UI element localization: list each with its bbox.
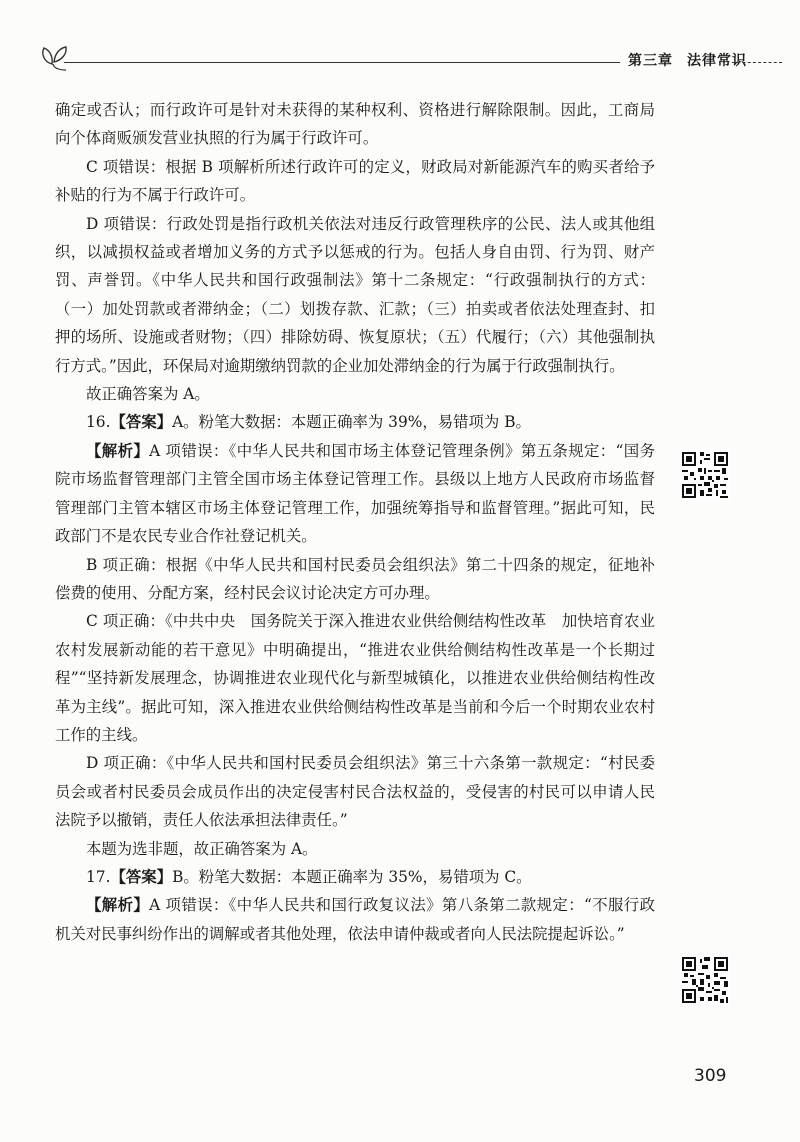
chapter-number: 第三章 [628, 53, 673, 69]
paragraph: C 项错误：根据 B 项解析所述行政许可的定义，财政局对新能源汽车的购买者给予补贴的行为不属于行政许可。 [55, 157, 655, 205]
paragraph: D 项错误：行政处罚是指行政机关依法对违反行政管理秩序的公民、法人或其他组织，以减损权益或者增加义务的方式予以惩戒的行为。包括人身自由罚、行为罚、财产罚、声誉罚。《中华人民共和国行政强制法》第十二条规定：“行政强制执行的方式：（一）加处罚款或者滞纳金；（二）划拨存款、汇款；（三）拍卖或者依法处理查封、扣押的场所、设施或者财物；（四）排除妨碍、恢复原状；（五）代履行；（六）其他强制执行方式。”因此，环保局对逾期缴纳罚款的企业加处滞纳金的行为属于行政强制执行。 [55, 214, 655, 375]
paragraph: 本题为选非题，故正确答案为 A。 [86, 839, 318, 858]
analysis-tag: 【解析】 [86, 896, 150, 915]
answer-tag: 【答案】 [110, 413, 173, 432]
analysis-tag: 【解析】 [86, 441, 150, 460]
paragraph: 故正确答案为 A。 [86, 385, 210, 404]
analysis-text: A 项错误：《中华人民共和国市场主体登记管理条例》第五条规定：“国务院市场监督管理部门主管全国市场主体登记管理工作。县级以上地方人民政府市场监督管理部门主管本辖区市场主体登记管理工作，加强统筹指导和监督管理。”据此可知，民政部门不是农民专业合作社登记机关。 [55, 441, 655, 546]
answer-text: B。粉笔大数据：本题正确率为 35%，易错项为 C。 [172, 867, 532, 886]
question-number: 16. [86, 413, 111, 432]
qr-code-icon[interactable] [680, 450, 730, 500]
header-rule [64, 62, 620, 63]
qr-code-icon[interactable] [680, 955, 730, 1005]
question-number: 17. [86, 867, 111, 886]
qr-pattern [680, 450, 730, 500]
answer-text: A。粉笔大数据：本题正确率为 39%，易错项为 B。 [172, 413, 531, 432]
paragraph: B 项正确：根据《中华人民共和国村民委员会组织法》第二十四条的规定，征地补偿费的使用、分配方案，经村民会议讨论决定方可办理。 [55, 555, 655, 602]
paragraph: C 项正确：《中共中央 国务院关于深入推进农业供给侧结构性改革 加快培育农业农村发展新动能的若干意见》中明确提出，“推进农业供给侧结构性改革是一个长期过程”“坚持新发展理念，协调推进农业现代化与新型城镇化，以推进农业供给侧结构性改革为主线”。据此可知，深入推进农业供给侧结构性改革是当前和今后一个时期农业农村工作的主线。 [55, 612, 655, 744]
question-17-answer [55, 863, 655, 891]
chapter-heading [628, 50, 747, 74]
answer-tag: 【答案】 [110, 867, 173, 886]
page-number: 309 [694, 1066, 727, 1086]
qr-pattern [680, 955, 730, 1005]
page-header [38, 40, 758, 80]
question-17-analysis [55, 891, 655, 948]
chapter-title: 法律常识 [687, 53, 747, 69]
leaf-logo-icon [38, 40, 68, 72]
analysis-text: A 项错误：《中华人民共和国行政复议法》第八条第二款规定：“不服行政机关对民事纠纷作出的调解或者其他处理，依法申请仲裁或者向人民法院提起诉讼。” [55, 896, 655, 943]
question-16-analysis [55, 437, 655, 551]
paragraph: 确定或否认；而行政许可是针对未获得的某种权利、资格进行解除限制。因此，工商局向个体商贩颁发营业执照的行为属于行政许可。 [55, 101, 655, 148]
page-body [55, 96, 655, 948]
paragraph: D 项正确：《中华人民共和国村民委员会组织法》第三十六条第一款规定：“村民委员会或者村民委员会成员作出的决定侵害村民合法权益的，受侵害的村民可以申请人民法院予以撤销，责任人依法承担法律责任。” [55, 754, 655, 830]
question-16-answer [55, 408, 655, 436]
header-rule-tail [732, 62, 782, 63]
